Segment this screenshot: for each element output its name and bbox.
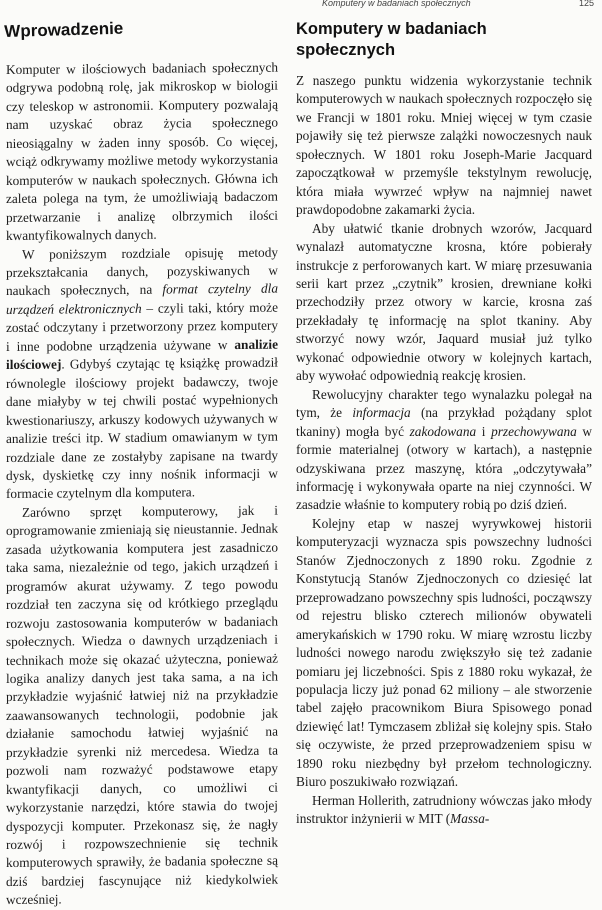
text-run: Herman Hollerith, zatrudniony wówczas jako młody instruktor inżynierii w MIT ( [296,792,592,827]
paragraph [296,386,592,515]
paragraph [296,792,592,829]
paragraph [296,220,592,386]
section-heading-introduction: Wprowadzenie [4,18,124,41]
left-column [2,0,284,908]
page-number: 125 [578,0,594,8]
text-run: W poniższym rozdziale opisuję metody przekształcania danych, pozyskiwanych w naukach społecznych, na [6,244,278,299]
text-run: Komputer w ilościowych badaniach społecznych odgrywa podobną rolę, jak mikroskop w biologii czy teleskop w astronomii. Komputery pozwalają nam uzyskać obraz życia społecznego nieosiągalny w żaden inny sposób. Co więcej, wciąż odkrywamy możliwe metody wykorzystania komputerów w naukach społecznych. Główna ich zaleta polega na tym, że umożliwiają badaczom przetwarzanie i analizę olbrzymich ilości kwantyfikowalnych danych. [6,59,278,244]
italic-term: informacja [352,405,411,421]
italic-term: zakodowana [409,423,477,439]
section-heading-computers: Komputery w badaniach społecznych [296,20,487,59]
right-column [296,0,594,893]
text-run: – czyli taki, który może zostać odczytany i przetworzony przez komputery i inne podobne urządzenia używane w [6,299,278,354]
text-run: i [476,423,492,439]
text-run: Zarówno sprzęt komputerowy, jak i oprogramowanie zmieniają się nieustannie. Jednak zasada użytkowania komputera jest zasadniczo taka sama, niezależnie od tego, jakich urządzeń i programów akurat używamy. Z tego powodu rozdział ten zaczyna się od krótkiego przeglądu rozwoju zastosowania komputerów w badaniach społecznych. Wiedza o dawnych urządzeniach i technikach może się okazać użyteczna, ponieważ logika analizy danych jest taka sama, a na ich przykładzie wyjaśnić łatwiej niż na przykładzie zaawansowanych technologii, podobnie jak działanie samochodu łatwiej wyjaśnić na przykładzie syrenki niż mercedesa. Wiedza ta pozwoli nam rozważyć podstawowe etapy kwantyfikacji danych, co umożliwi ci wykorzystanie narzędzi, które stawia do twojej dyspozycji komputer. Przekonasz się, że nagły rozwój i rozpowszechnienie się technik komputerowych sprawiły, że badania społeczne są dziś bardziej fascynujące niż kiedykolwiek wcześniej. [6,502,278,908]
text-run: w formie materialnej (otwory w kartach), a następnie odzyskiwana przez maszynę, która „odczytywała” informację i wykonywała oparte na niej czynności. W zasadzie właśnie to komputery robią po dziś dzień. [296,423,592,513]
bold-term: analizie ilościowej [6,336,278,373]
right-column-body [296,72,592,829]
text-run: Kolejny etap w naszej wyrywkowej historii komputeryzacji wyznacza spis powszechny ludności Stanów Zjednoczonych z 1890 roku. Zgodnie z Konstytucją Stanów Zjednoczonych co dziesięć lat przeprowadzano powszechny spis ludności, począwszy od rejestru blisko czterech milionów obywateli amerykańskich w 1790 roku. W miarę wzrostu liczby ludności nowego narodu zwiększyło się też zadanie pomiaru jej liczebności. Spis z 1880 roku wykazał, że populacja liczy już ponad 62 miliony – ale stworzenie tabel zajęło pracownikom Biura Spisowego ponad dziewięć lat! Tymczasem zbliżał się kolejny spis. Stało się oczywiste, że przed przeprowadzeniem spisu w 1890 roku niezbędny był przełom technologiczny. Biuro poszukiwało rozwiązań. [296,515,592,790]
italic-term: format czytelny dla urządzeń elektronicznych [6,281,278,317]
italic-term: przechowywana [491,423,577,439]
paragraph [296,515,592,792]
left-column-body [6,59,278,910]
paragraph [6,59,278,246]
text-run: Rewolucyjny charakter tego wynalazku polegał na tym, że [296,386,592,421]
text-run: (na przykład pożądany splot tkaniny) mogła być [296,405,592,439]
paragraph [6,502,278,910]
text-run: Aby ułatwić tkanie drobnych wzorów, Jacquard wynalazł automatyczne krosna, które pobierały instrukcje z perforowanych kart. W miarę przesuwania serii kart przez „czytnik” krosien, drewniane kołki przechodziły przez otwory w karcie, krosna zaś przekładały tę informację na splot tkaniny. Aby stworzyć nowy wzór, Jaquard musiał już tylko wykonać odpowiednie otwory w kolejnych kartach, aby wywołać odpowiednią reakcję krosien. [296,220,592,384]
text-run: Z naszego punktu widzenia wykorzystanie technik komputerowych w naukach społecznych rozpoczęło się we Francji w 1801 roku. Mniej więcej w tym czasie pojawiły się też pierwsze zalążki nowoczesnych nauk społecznych. W 1801 roku Joseph-Marie Jacquard zapoczątkował w przemyśle tekstylnym rewolucję, która miała wywrzeć wpływ na najmniej nawet prawdopodobne zakamarki życia. [296,73,592,218]
running-header-title: Komputery w badaniach społecznych [322,0,471,8]
paragraph [296,72,592,220]
italic-term: Massa- [450,811,490,827]
paragraph [6,243,278,504]
text-run: . Gdybyś czytając tę książkę prowadził równolegle ilościowy projekt badawczy, twoje dane miałyby w tej chwili postać wypełnionych kwestionariuszy, arkuszy kodowych używanych w analizie treści itp. W stadium omawianym w tym rozdziale dane ze zostałyby zapisane na twardy dysk, dyskietkę czy inny nośnik informacji w formacie czytelnym dla komputera. [6,354,278,502]
